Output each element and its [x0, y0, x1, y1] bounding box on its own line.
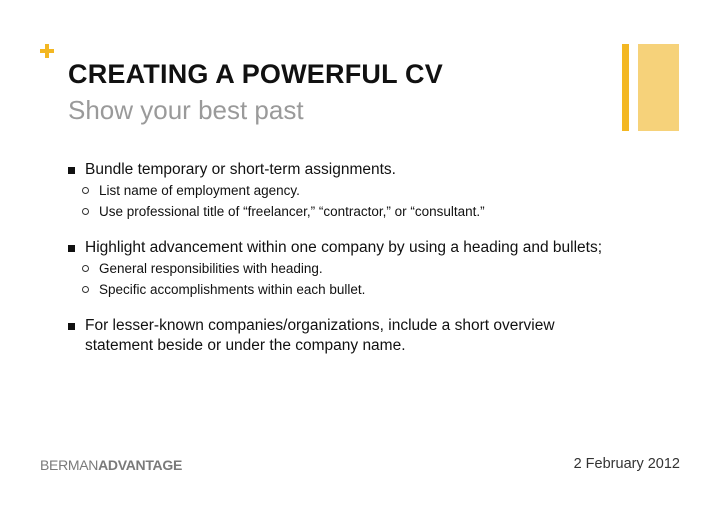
bullet-item	[68, 316, 585, 356]
logo-text-advantage: ADVANTAGE	[98, 457, 183, 473]
accent-bar-thin	[622, 44, 629, 131]
circle-bullet-icon	[82, 286, 89, 293]
square-bullet-icon	[68, 323, 75, 330]
sub-bullet-item	[68, 201, 668, 222]
square-bullet-icon	[68, 245, 75, 252]
sub-bullet-item	[68, 180, 668, 201]
bullet-group-2	[68, 238, 668, 300]
sub-bullet-text: Specific accomplishments within each bullet.	[99, 282, 366, 297]
sub-bullet-item	[68, 258, 668, 279]
bullet-item	[68, 238, 668, 258]
slide-title: CREATING A POWERFUL CV	[68, 59, 443, 89]
circle-bullet-icon	[82, 265, 89, 272]
bullet-group-1	[68, 160, 668, 222]
footer-date: 2 February 2012	[573, 456, 680, 472]
sub-bullet-item	[68, 279, 668, 300]
bullet-group-3	[68, 316, 668, 356]
accent-bar-thick	[638, 44, 679, 131]
sub-bullet-text: General responsibilities with heading.	[99, 261, 323, 276]
bullet-item	[68, 160, 668, 180]
bullet-list	[68, 160, 668, 372]
logo-text-berman: BERMAN	[40, 457, 99, 473]
company-logo	[40, 457, 182, 473]
slide-subtitle: Show your best past	[68, 95, 304, 125]
bullet-text: Highlight advancement within one company by using a heading and bullets;	[85, 239, 603, 256]
square-bullet-icon	[68, 167, 75, 174]
plus-icon	[40, 44, 54, 58]
bullet-text: For lesser-known companies/organizations, include a short overview statement beside or under the company name.	[85, 317, 555, 354]
sub-bullet-text: List name of employment agency.	[99, 183, 300, 198]
circle-bullet-icon	[82, 208, 89, 215]
bullet-text: Bundle temporary or short-term assignments.	[85, 161, 396, 178]
sub-bullet-text: Use professional title of “freelancer,” “contractor,” or “consultant.”	[99, 204, 485, 219]
circle-bullet-icon	[82, 187, 89, 194]
